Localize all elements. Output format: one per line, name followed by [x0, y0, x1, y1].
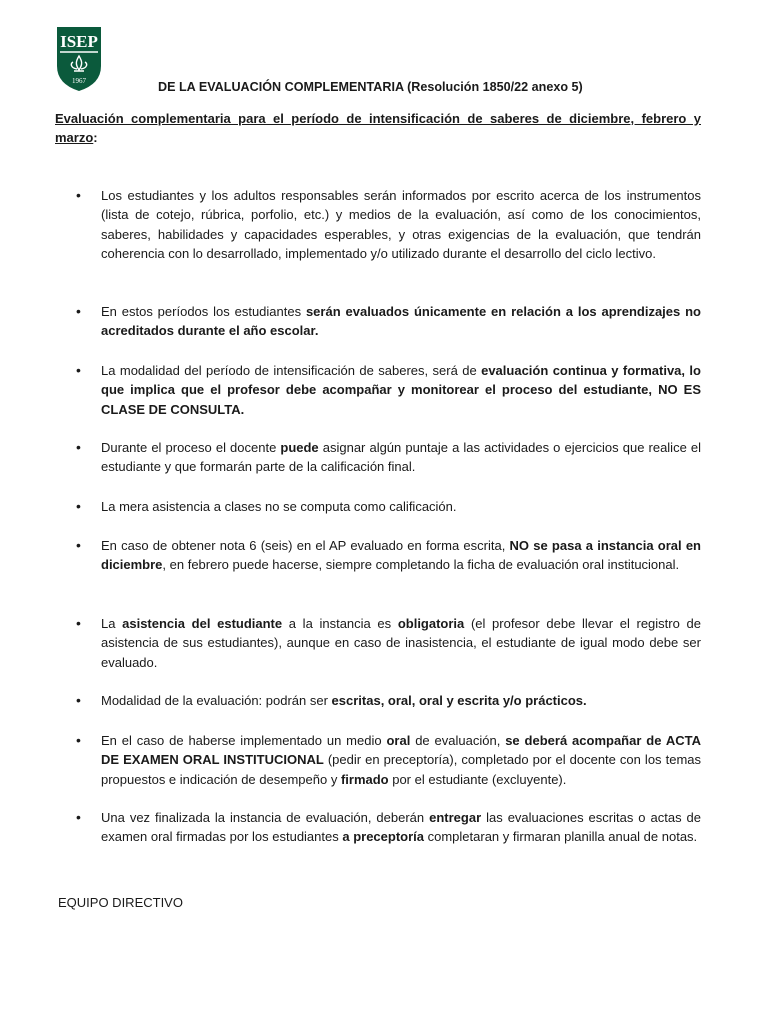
bullet-icon: •	[76, 187, 81, 203]
item-text: En caso de obtener nota 6 (seis) en el AP evaluado en forma escrita,	[101, 538, 510, 553]
bold-text: puede	[280, 440, 319, 455]
subtitle-underlined: Evaluación complementaria para el período de intensificación de saberes de diciembre, febrero y marzo	[55, 111, 701, 145]
list-item	[76, 361, 701, 419]
bold-text: se deberá acompañar de ACTA DE EXAMEN ORAL INSTITUCIONAL	[101, 733, 701, 768]
item-text: (el profesor debe llevar el registro de asistencia de sus estudiantes), aunque en caso de inasistencia, el estudiante de igual modo debe ser evaluado.	[101, 616, 701, 670]
bold-text: entregar	[429, 810, 482, 825]
list-item	[76, 731, 701, 789]
item-text: Durante el proceso el docente	[101, 440, 281, 455]
bold-text: asistencia del estudiante	[122, 616, 283, 631]
item-text: asignar algún puntaje a las actividades o ejercicios que realice el estudiante y que formarán parte de la calificación final.	[101, 440, 701, 475]
document-title: DE LA EVALUACIÓN COMPLEMENTARIA (Resolución 1850/22 anexo 5)	[158, 80, 583, 94]
item-text: En estos períodos los estudiantes	[101, 304, 306, 319]
bullet-icon: •	[76, 732, 81, 748]
list-item	[76, 186, 701, 263]
item-text: las evaluaciones escritas o actas de examen oral firmadas por los estudiantes	[101, 810, 701, 845]
bullet-icon: •	[76, 303, 81, 319]
bullet-icon: •	[76, 692, 81, 708]
item-text: por el estudiante (excluyente).	[388, 771, 567, 787]
item-text: En el caso de haberse implementado un medio	[101, 733, 387, 748]
item-text: La	[101, 616, 123, 631]
bullet-icon: •	[76, 615, 81, 631]
bullet-icon: •	[76, 362, 81, 378]
section-subtitle	[55, 109, 701, 147]
item-text: de evaluación,	[410, 733, 506, 748]
item-text: a la instancia es	[282, 616, 398, 631]
item-text: Modalidad de la evaluación: podrán ser	[101, 693, 332, 708]
school-logo	[56, 26, 102, 92]
list-item	[76, 614, 701, 672]
bold-text: a preceptoría	[342, 829, 425, 845]
item-text: , en febrero puede hacerse, siempre completando la ficha de evaluación oral institucional.	[162, 557, 680, 573]
list-item	[76, 536, 701, 575]
item-text: La modalidad del período de intensificación de saberes, será de	[101, 363, 482, 378]
item-text: completaran y firmaran planilla anual de notas.	[424, 829, 698, 845]
logo-year: 1967	[72, 77, 86, 85]
list-item	[76, 438, 701, 477]
bullet-icon: •	[76, 498, 81, 514]
bullet-icon: •	[76, 537, 81, 553]
subtitle-suffix: :	[93, 130, 98, 145]
bold-text: escritas, oral, oral y escrita y/o prácticos.	[331, 693, 587, 708]
list-item	[76, 302, 701, 341]
item-text: La mera asistencia a clases no se computa como calificación.	[101, 499, 457, 514]
list-item	[76, 691, 701, 710]
signature: EQUIPO DIRECTIVO	[58, 895, 183, 910]
bold-text: evaluación continua y formativa, lo que implica que el profesor debe acompañar y monitorear el proceso del estudiante, NO ES CLASE DE CONSULTA.	[101, 363, 701, 417]
bold-text: oral	[386, 733, 411, 748]
bold-text: obligatoria	[397, 616, 465, 631]
bold-text: firmado	[340, 771, 389, 787]
item-text: (pedir en preceptoría), completado por el docente con los temas propuestos e indicación de desempeño y	[101, 752, 701, 787]
list-item	[76, 808, 701, 847]
logo-text: ISEP	[60, 32, 98, 51]
bullet-icon: •	[76, 439, 81, 455]
bold-text: serán evaluados únicamente en relación a los aprendizajes no acreditados durante el año escolar.	[101, 304, 701, 339]
list-item	[76, 497, 701, 516]
bullet-icon: •	[76, 809, 81, 825]
bold-text: NO se pasa a instancia oral en diciembre	[101, 538, 701, 573]
item-text: Los estudiantes y los adultos responsables serán informados por escrito acerca de los instrumentos (lista de cotejo, rúbrica, porfolio, etc.) y medios de la evaluación, así como de los conocimientos, saberes, habilidades y capacidades esperables, y otras exigencias de la evaluación, que tendrán coherencia con lo desarrollado, implementado y/o utilizado durante el desarrollo del ciclo lectivo.	[101, 188, 701, 261]
item-text: Una vez finalizada la instancia de evaluación, deberán	[101, 810, 430, 825]
